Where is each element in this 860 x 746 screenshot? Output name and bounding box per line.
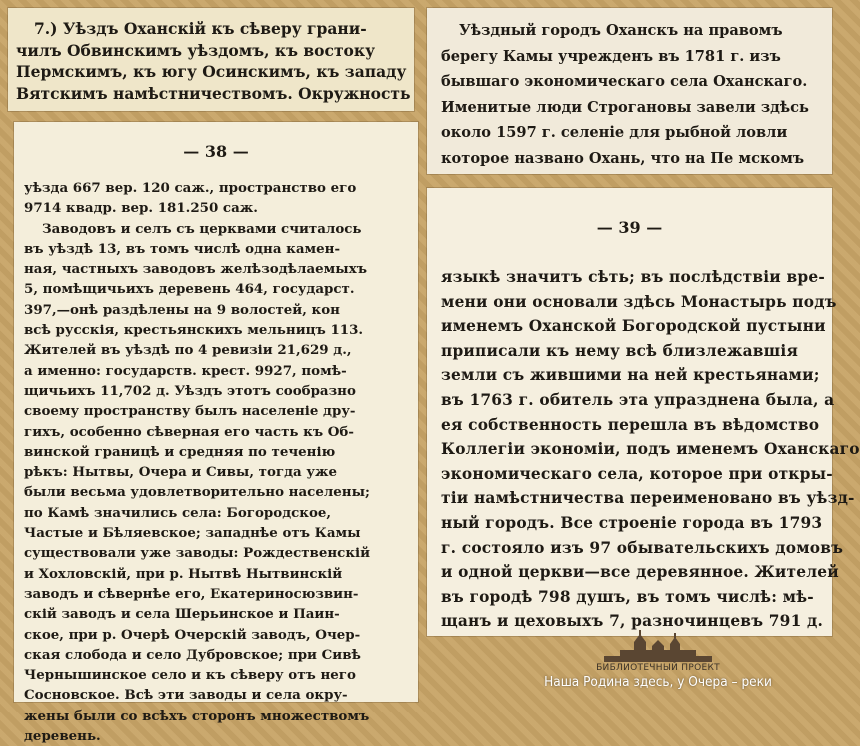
text-line: тіи намѣстничества переименовано въ уѣзд- [441,489,855,508]
text-line: Пермскимъ, къ югу Осинскимъ, къ западу [16,62,407,81]
text-line: ское, при р. Очерѣ Очерскій заводъ, Очер- [24,626,361,643]
text-line: Вятскимъ намѣстничествомъ. Окружность [16,83,411,103]
text-line: щанъ и цеховыхъ 7, разночинцевъ 791 д. [441,612,824,631]
text-line: бывшаго экономическаго села Оханскаго. [441,73,808,90]
text-line: въ городѣ 798 душъ, въ томъ числѣ: мѣ- [441,587,814,606]
text-line: г. состояло изъ 97 обывательскихъ домовъ [441,538,844,557]
clip-top-left [8,8,414,111]
text-line: именемъ Оханской Богородской пустыни [441,317,826,336]
text-line: ская слобода и село Дубровское; при Сивѣ [24,646,361,663]
text-line: Чернышинское село и къ сѣверу отъ него [24,667,356,684]
church-silhouette-icon [580,630,736,664]
clip-top-left-text [16,18,411,104]
text-line: уѣзда 667 вер. 120 саж., пространство его [24,180,357,196]
text-line: и Хохловскій, при р. Нытвѣ Нытвинскій [24,565,343,582]
clip-left-page-text [24,178,370,746]
text-line: ный городъ. Все строеніе города въ 1793 [441,513,823,532]
text-line: берегу Камы учрежденъ въ 1781 г. изъ [441,47,781,65]
text-line: были весьма удовлетворительно населены; [24,484,370,501]
text-line: по Камѣ значились села: Богородское, [24,504,332,521]
text-line: чилъ Обвинскимъ уѣздомъ, къ востоку [16,40,375,60]
text-line: щичьихъ 11,702 д. Уѣздъ этотъ сообразно [24,382,356,399]
text-line: языкѣ значитъ сѣть; въ послѣдствіи вре- [441,268,825,286]
page-number-39: — 39 — [596,218,663,237]
text-line: въ уѣздѣ 13, въ томъ числѣ одна камен- [24,240,341,257]
text-line: а именно: государств. крест. 9927, помѣ- [24,362,347,379]
logo-small-caption: БИБЛИОТЕЧНЫЙ ПРОЕКТ [596,663,720,673]
text-line: около 1597 г. селеніе для рыбной ловли [441,124,788,141]
text-line: гихъ, особенно сѣверная его часть къ Об- [24,423,354,440]
text-line: деревень. [24,728,101,745]
text-line: Уѣздный городъ Оханскъ на правомъ [459,22,783,39]
page-number-38: — 38 — [183,142,249,161]
clip-right-page [427,188,860,636]
text-line: существовали уже заводы: Рождественскій [24,545,371,562]
text-line: которое названо Охань, что на Пе мскомъ [441,149,805,167]
text-line: скій заводъ и села Шерьинское и Паин- [24,606,340,623]
text-line: своему пространству былъ населеніе дру- [24,403,356,420]
clip-top-right [427,8,832,174]
text-line: и одной церкви—все деревянное. Жителей [441,563,839,582]
text-line: жены были со всѣхъ сторонъ множествомъ [24,707,370,724]
text-line: 9714 квадр. вер. 181.250 саж. [24,200,258,217]
text-line: Заводовъ и селъ съ церквами считалось [42,220,362,237]
text-line: мени они основали здѣсь Монастырь подъ [441,292,837,311]
text-line: 5, помѣщичьихъ деревень 464, государст. [24,281,355,298]
text-line: экономическаго села, которое при откры- [441,464,833,483]
library-project-logo [488,630,828,702]
text-line: ная, частныхъ заводовъ желѣзодѣлаемыхъ [24,261,367,278]
text-line: земли съ жившими на ней крестьянами; [441,366,820,385]
text-line: въ 1763 г. обитель эта упразднена была, а [441,390,835,409]
text-line: 397,—онѣ раздѣлены на 9 волостей, кон [24,301,340,318]
clip-left-page [14,122,418,745]
clip-right-page-text [441,265,860,634]
logo-main-caption: Наша Родина здесь, у Очера – реки [544,674,772,690]
clip-top-right-text [441,18,809,171]
text-line: Частые и Бѣляевское; западнѣе отъ Камы [24,525,361,542]
text-line: ея собственность перешла въ вѣдомство [441,415,820,434]
text-line: Именитые люди Строгановы завели здѣсь [441,98,809,116]
text-line: Коллегіи экономіи, подъ именемъ Оханскаго [441,440,860,459]
text-line: винской границѣ и средняя по теченію [24,443,336,460]
text-line: Сосновское. Всѣ эти заводы и села окру- [24,687,348,704]
text-line: Жителей въ уѣздѣ по 4 ревизіи 21,629 д., [24,342,352,359]
text-line: всѣ русскія, крестьянскихъ мельницъ 113. [24,322,364,339]
text-line: 7.) Уѣздъ Оханскій къ сѣверу грани- [34,19,367,38]
text-line: рѣкъ: Нытвы, Очера и Сивы, тогда уже [24,464,337,481]
text-line: приписали къ нему всѣ близлежавшія [441,341,799,360]
text-line: заводъ и сѣвернѣе его, Екатериносюзвин- [24,585,359,602]
